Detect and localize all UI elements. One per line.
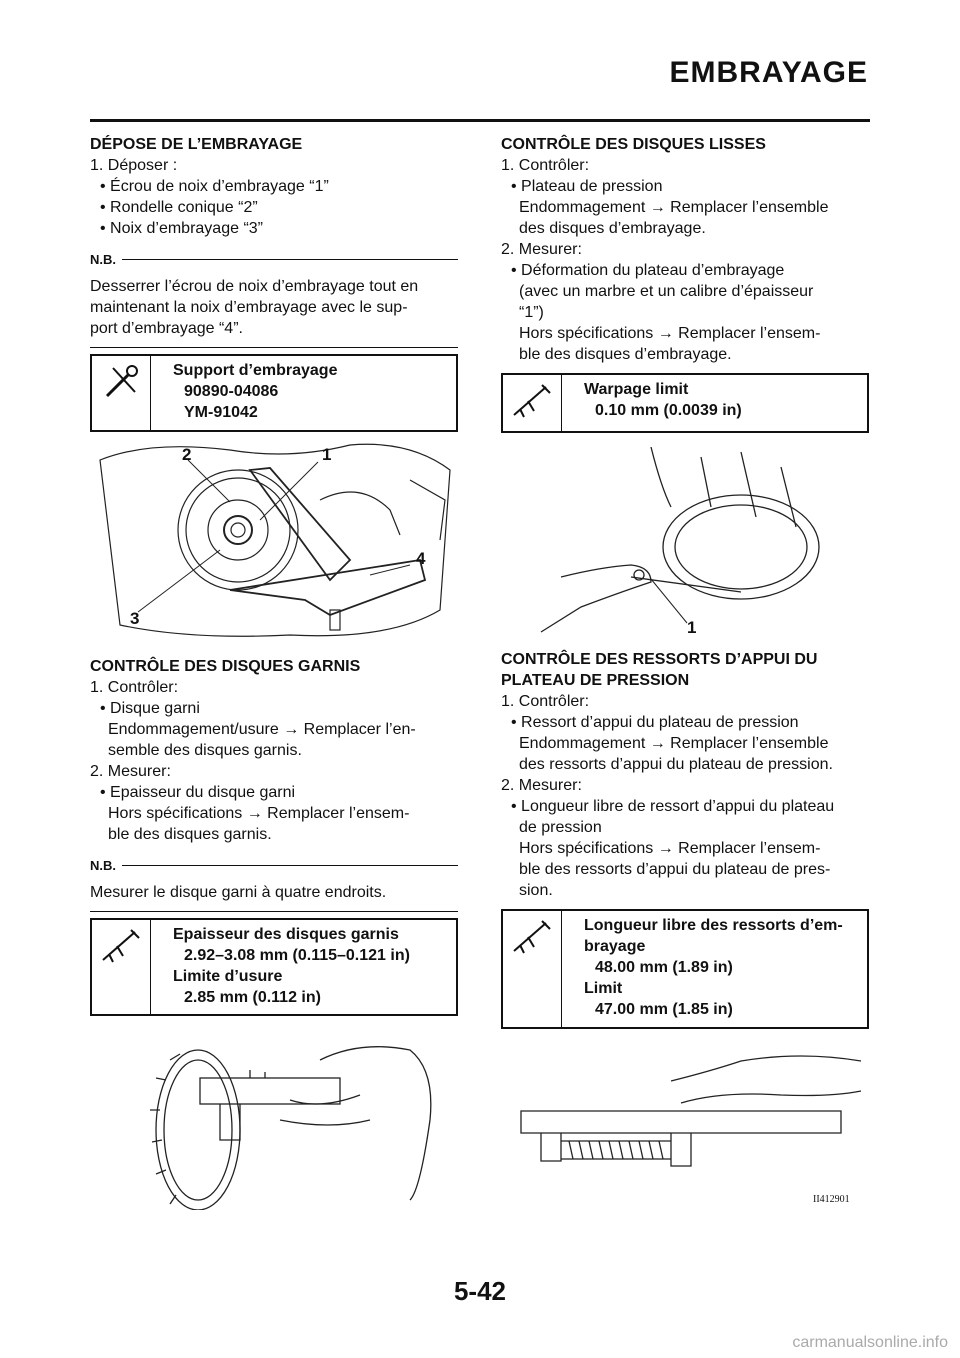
- spec-label: Epaisseur des disques garnis: [173, 926, 399, 943]
- section-heading-springs-line2: PLATEAU DE PRESSION: [501, 672, 690, 689]
- spring-caliper-illustration: [501, 1051, 869, 1211]
- spec-label: Limit: [584, 980, 623, 997]
- step-1: 1. Contrôler:: [90, 679, 179, 696]
- nb-header: [90, 249, 458, 270]
- page-title: EMBRAYAGE: [669, 56, 868, 89]
- spec-value: 0.10 mm (0.0039 in): [595, 402, 742, 419]
- detail-line: ble des ressorts d’appui du plateau de pres-: [519, 861, 831, 878]
- detail-line: (avec un marbre et un calibre d’épaisseur: [519, 283, 814, 300]
- list-item: • Déformation du plateau d’embrayage: [511, 262, 785, 279]
- caliper-icon: [92, 920, 151, 1014]
- list-item: • Disque garni: [100, 700, 200, 717]
- list-item: • Écrou de noix d’embrayage “1”: [100, 178, 329, 195]
- clutch-removal-figure: [90, 440, 458, 640]
- wrench-tool-icon: [92, 356, 151, 430]
- divider: [90, 347, 458, 348]
- caliper-icon: [503, 911, 562, 1027]
- callout-3: 3: [130, 609, 140, 628]
- detail-line: Endommagement → Remplacer l’ensemble: [519, 735, 829, 752]
- spec-box-tool: [90, 354, 458, 432]
- spec-value: 2.92–3.08 mm (0.115–0.121 in): [184, 947, 410, 964]
- section-heading-removal: DÉPOSE DE L’EMBRAYAGE: [90, 136, 303, 153]
- nb-text: Mesurer le disque garni à quatre endroits.: [90, 884, 387, 901]
- spec-box-warpage: [501, 373, 869, 433]
- section-heading-friction: CONTRÔLE DES DISQUES GARNIS: [90, 658, 361, 675]
- watermark: carmanualsonline.info: [792, 1334, 948, 1351]
- right-column: [501, 134, 869, 1211]
- spec-label: Longueur libre des ressorts d’em-: [584, 917, 843, 934]
- callout-2: 2: [182, 445, 192, 464]
- detail-line: ble des disques d’embrayage.: [519, 346, 732, 363]
- detail-line: Endommagement/usure → Remplacer l’en-: [108, 721, 416, 738]
- warpage-measure-figure: [501, 447, 869, 643]
- detail-line: Hors spécifications → Remplacer l’ensem-: [519, 840, 821, 857]
- spec-label: Limite d’usure: [173, 968, 283, 985]
- nb-line: maintenant la noix d’embrayage avec le sup-: [90, 299, 408, 316]
- spec-value: 47.00 mm (1.85 in): [595, 1001, 733, 1018]
- divider: [90, 911, 458, 912]
- spec-value: YM-91042: [184, 404, 258, 421]
- section-heading-plates: CONTRÔLE DES DISQUES LISSES: [501, 136, 766, 153]
- detail-line: “1”): [519, 304, 544, 321]
- detail-line: Hors spécifications → Remplacer l’ensem-: [108, 805, 410, 822]
- friction-disc-caliper-illustration: [90, 1040, 458, 1210]
- plate-feeler-gauge-illustration: [501, 447, 869, 643]
- spec-label: brayage: [584, 938, 646, 955]
- spec-value: 90890-04086: [184, 383, 279, 400]
- nb-header: [90, 855, 458, 876]
- list-item: • Plateau de pression: [511, 178, 663, 195]
- detail-line: de pression: [519, 819, 602, 836]
- detail-line: des disques d’embrayage.: [519, 220, 706, 237]
- detail-line: sion.: [519, 882, 553, 899]
- spec-label: Warpage limit: [584, 381, 689, 398]
- clutch-hub-illustration: [90, 440, 458, 640]
- detail-line: ble des disques garnis.: [108, 826, 272, 843]
- list-item: • Noix d’embrayage “3”: [100, 220, 263, 237]
- detail-line: des ressorts d’appui du plateau de pression.: [519, 756, 833, 773]
- step-1: 1. Contrôler:: [501, 693, 590, 710]
- step-2: 2. Mesurer:: [501, 777, 582, 794]
- step-1: 1. Contrôler:: [501, 157, 590, 174]
- page-number: 5-42: [453, 1276, 507, 1306]
- list-item: • Longueur libre de ressort d’appui du plateau: [511, 798, 835, 815]
- nb-text: [90, 276, 458, 339]
- spec-label: Support d’embrayage: [173, 362, 338, 379]
- callout-1: 1: [322, 445, 332, 464]
- spec-box-springs: [501, 909, 869, 1029]
- detail-line: Endommagement → Remplacer l’ensemble: [519, 199, 829, 216]
- caliper-icon: [503, 375, 562, 431]
- step-2: 2. Mesurer:: [90, 763, 171, 780]
- section-heading-springs-line1: CONTRÔLE DES RESSORTS D’APPUI DU: [501, 651, 818, 668]
- step-2: 2. Mesurer:: [501, 241, 582, 258]
- nb-line: Desserrer l’écrou de noix d’embrayage tout en: [90, 278, 419, 295]
- nb-line: port d’embrayage “4”.: [90, 320, 243, 337]
- friction-disc-measure-figure: [90, 1040, 458, 1210]
- list-item: • Ressort d’appui du plateau de pression: [511, 714, 799, 731]
- callout-4: 4: [416, 549, 426, 568]
- left-column: [90, 134, 458, 1210]
- spec-value: 2.85 mm (0.112 in): [184, 989, 321, 1006]
- nb-label: N.B.: [90, 858, 116, 873]
- detail-line: Hors spécifications → Remplacer l’ensem-: [519, 325, 821, 342]
- detail-line: semble des disques garnis.: [108, 742, 302, 759]
- header-rule: [90, 119, 870, 122]
- spec-value: 48.00 mm (1.89 in): [595, 959, 733, 976]
- spring-measure-figure: [501, 1051, 869, 1211]
- list-item: • Epaisseur du disque garni: [100, 784, 296, 801]
- nb-label: N.B.: [90, 252, 116, 267]
- step-1: 1. Déposer :: [90, 157, 178, 174]
- spec-box-friction: [90, 918, 458, 1016]
- figure-code: II412901: [813, 1194, 850, 1205]
- callout-1: 1: [687, 618, 697, 637]
- list-item: • Rondelle conique “2”: [100, 199, 258, 216]
